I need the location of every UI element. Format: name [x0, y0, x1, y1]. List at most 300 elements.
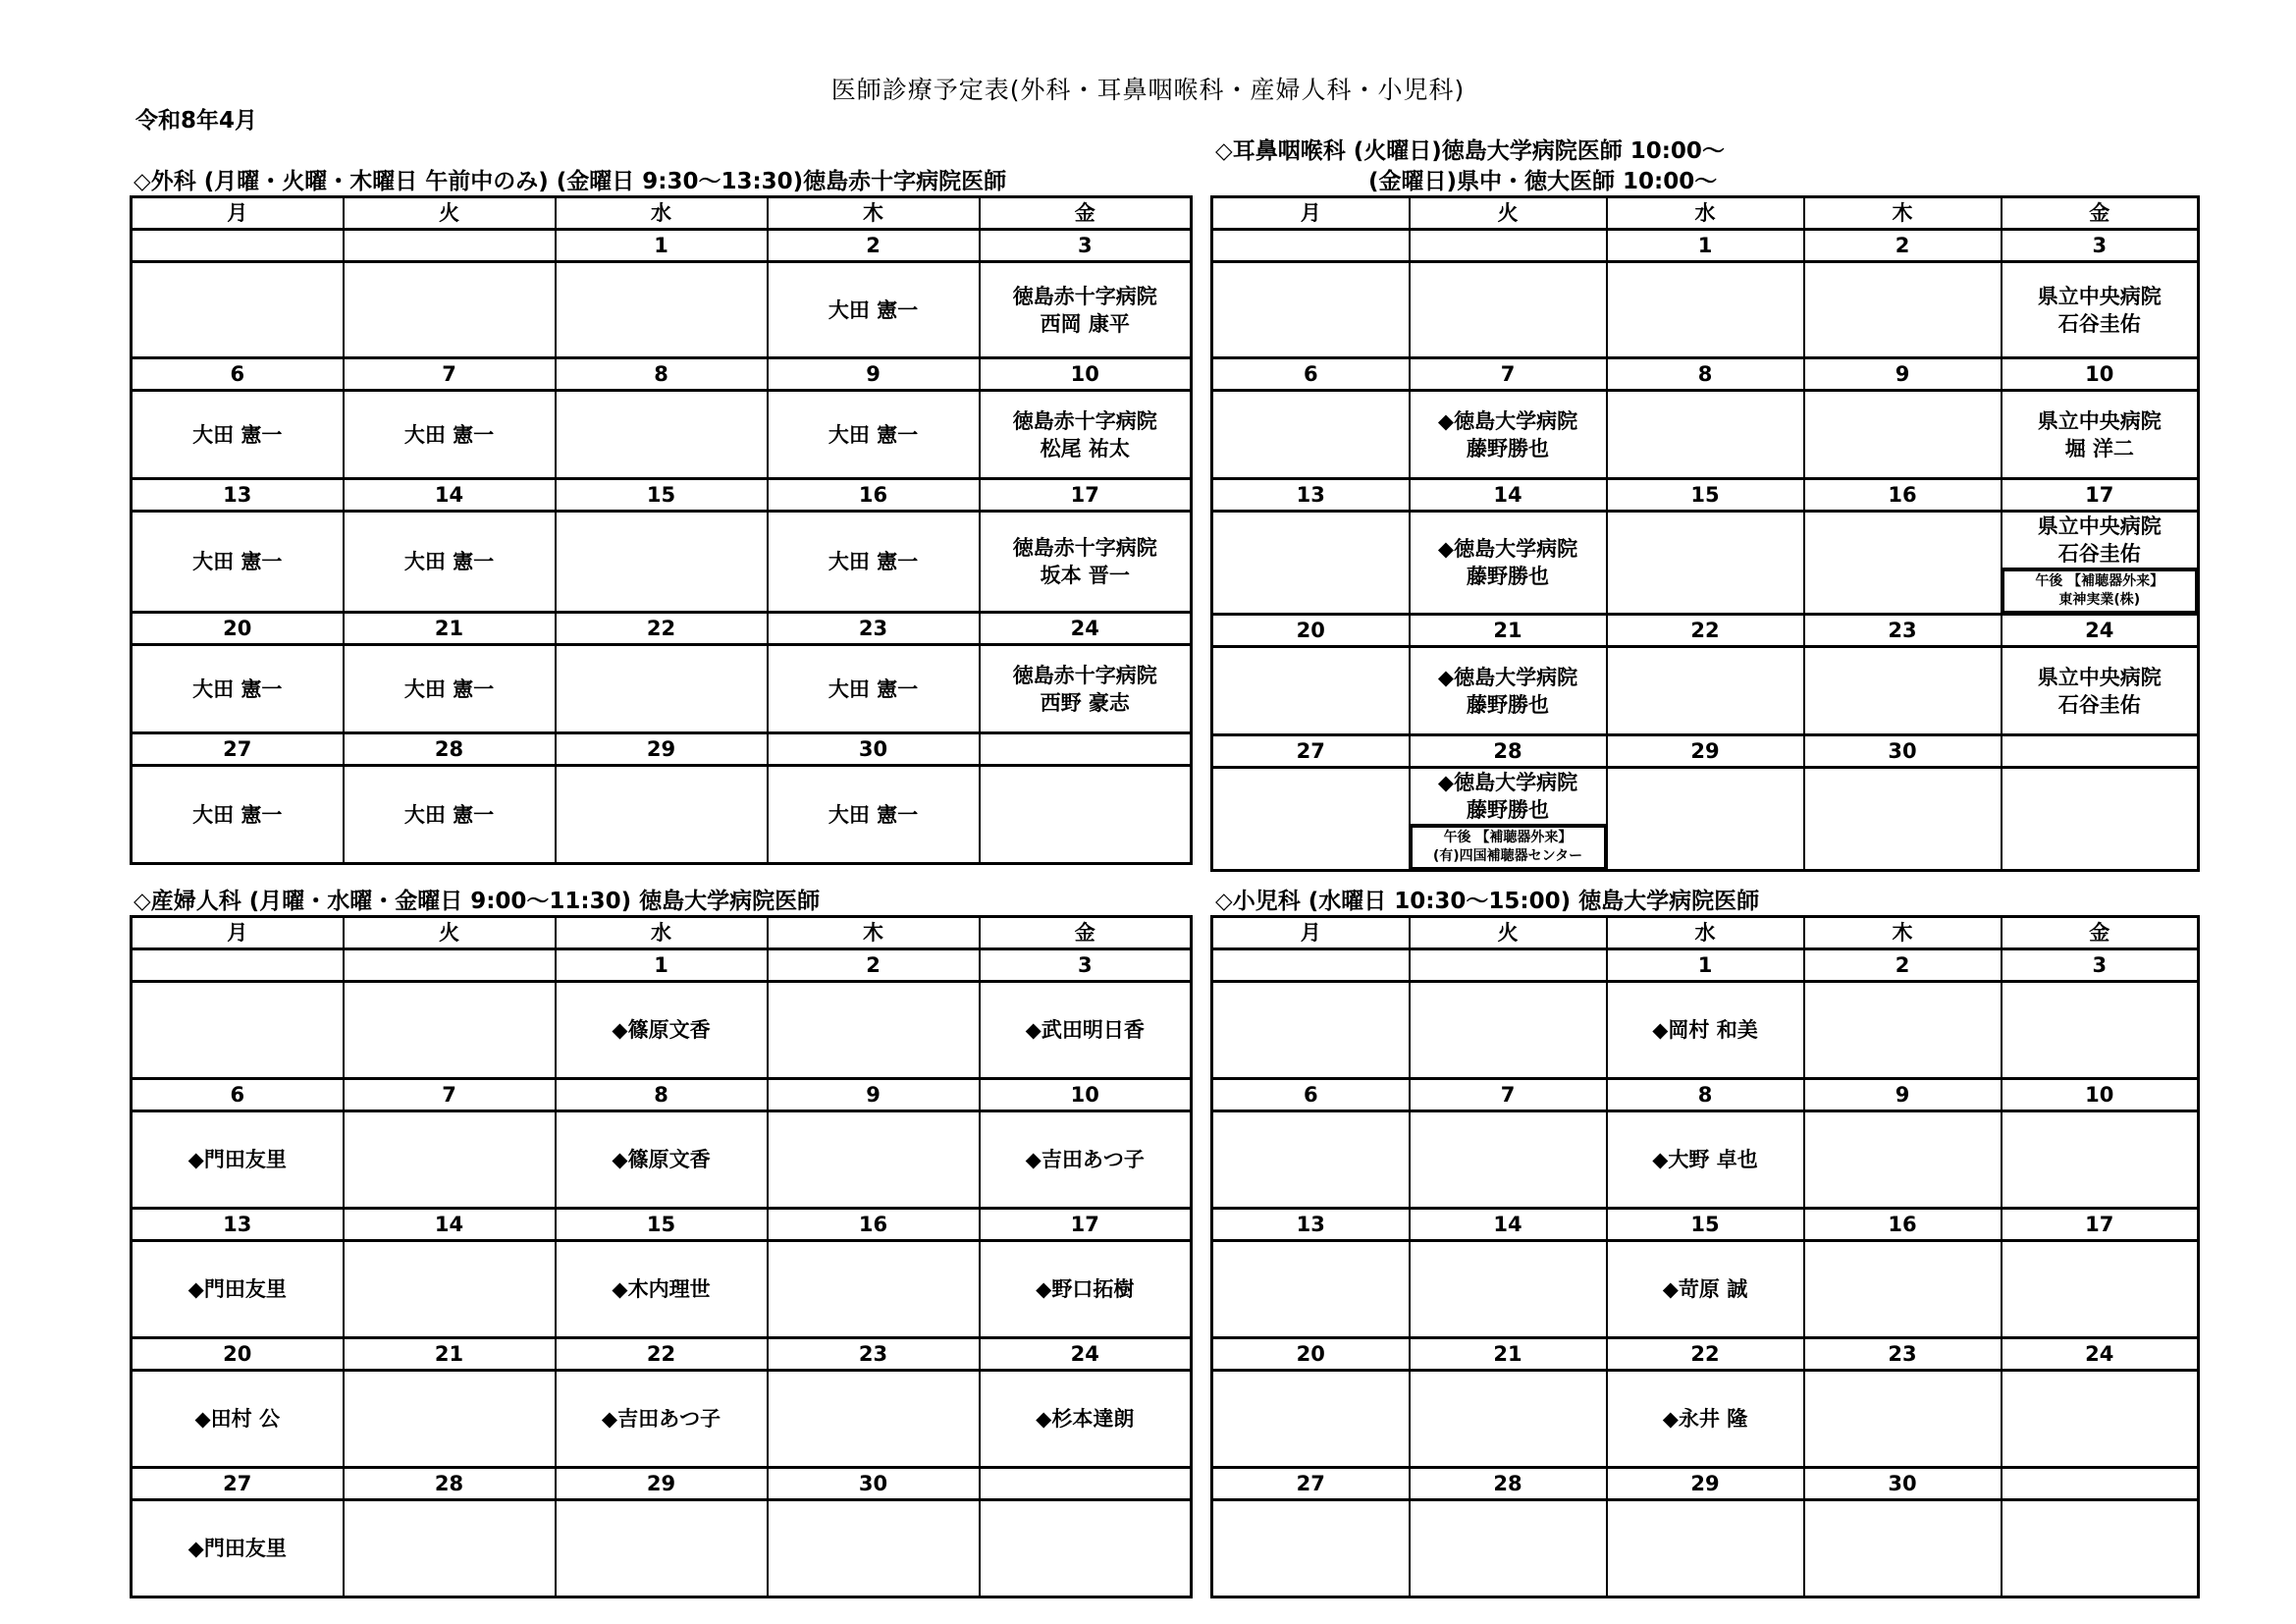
cell-content: [1608, 1372, 1803, 1466]
schedule-cell: [980, 1500, 1192, 1597]
schedule-cell: [344, 645, 556, 733]
schedule-cell: [1804, 1241, 2002, 1338]
schedule-cell: [556, 766, 768, 864]
cell-content: [1608, 648, 1803, 733]
doctor-name: 石谷圭佑: [2057, 542, 2141, 566]
date-cell: 28: [1410, 735, 1607, 768]
schedule-cell: [1804, 982, 2002, 1079]
cell-content: [981, 1112, 1191, 1207]
date-cell: 6: [1212, 1079, 1410, 1111]
cell-content: [557, 646, 767, 731]
surgery-schedule-table: [130, 195, 1193, 865]
cell-content: [1213, 392, 1409, 477]
schedule-cell: [556, 391, 768, 479]
cell-content: [769, 513, 979, 611]
date-row: [1212, 1468, 2199, 1500]
schedule-cell: [768, 766, 980, 864]
cell-content: [1411, 648, 1606, 733]
hospital-name: ◆徳島大学病院: [1437, 537, 1578, 561]
date-cell: 16: [1804, 479, 2002, 512]
date-cell: 23: [768, 1338, 980, 1371]
date-cell: 1: [556, 949, 768, 982]
date-row: [1212, 358, 2199, 391]
date-cell: 23: [768, 613, 980, 645]
schedule-cell: [1804, 391, 2002, 479]
doctor-name: ◆門田友里: [187, 1148, 287, 1171]
hearing-aid-clinic-note: [2001, 568, 2200, 615]
schedule-cell: [1212, 512, 1410, 615]
schedule-cell: [1607, 1111, 1804, 1209]
schedule-cell: [1804, 1371, 2002, 1468]
schedule-cell: [1804, 1500, 2002, 1597]
cell-content: [1213, 983, 1409, 1077]
doctor-name: 堀 洋二: [2064, 436, 2134, 460]
date-cell: 27: [132, 1468, 344, 1500]
date-cell: 15: [1607, 1209, 1804, 1241]
date-cell: 8: [556, 358, 768, 391]
date-cell: 3: [980, 949, 1192, 982]
date-cell: 9: [1804, 1079, 2002, 1111]
doctor-name: 大田 憲一: [828, 298, 919, 322]
date-cell: 13: [132, 1209, 344, 1241]
doctor-name: ◆杉本達朗: [1036, 1407, 1135, 1431]
date-row: [1212, 1338, 2199, 1371]
schedule-cell: [980, 645, 1192, 733]
cell-content: [345, 1112, 555, 1207]
date-cell: 27: [1212, 735, 1410, 768]
schedule-cell: [1607, 262, 1804, 358]
schedule-cell: [1212, 262, 1410, 358]
cell-content: [345, 513, 555, 611]
date-cell: 6: [1212, 358, 1410, 391]
cell-content: [2002, 1112, 2198, 1207]
cell-content: [133, 263, 343, 356]
hospital-name: ◆徳島大学病院: [1437, 771, 1578, 794]
cell-content: [345, 1242, 555, 1336]
doctor-name: 大田 憲一: [403, 422, 495, 447]
date-cell: 28: [344, 733, 556, 766]
cell-content: [345, 392, 555, 477]
schedule-cell: [556, 512, 768, 613]
hospital-name: 徳島赤十字病院: [1012, 408, 1157, 433]
cell-content: [1411, 1372, 1606, 1466]
cell-content: [1213, 648, 1409, 733]
cell-content: [557, 513, 767, 611]
date-cell: 30: [768, 733, 980, 766]
date-cell: 9: [768, 1079, 980, 1111]
date-row: [1212, 615, 2199, 647]
hospital-name: 県立中央病院: [2037, 284, 2162, 308]
cell-content: [1805, 513, 2001, 613]
schedule-cell: [1410, 1371, 1607, 1468]
cell-content: [981, 767, 1191, 862]
cell-content: [1608, 1112, 1803, 1207]
doctor-name: 大田 憲一: [192, 550, 283, 573]
cell-content: [1805, 392, 2001, 477]
schedule-cell: [132, 766, 344, 864]
schedule-cell: [1410, 1111, 1607, 1209]
schedule-cell: [556, 645, 768, 733]
doctor-name: 大田 憲一: [192, 802, 283, 827]
schedule-cell: [132, 262, 344, 358]
schedule-cell: [1410, 647, 1607, 735]
schedule-cell: [1607, 391, 1804, 479]
date-cell: 3: [2002, 230, 2199, 262]
doctor-name: 石谷圭佑: [2057, 311, 2141, 336]
date-cell: 6: [132, 358, 344, 391]
cell-content: [2002, 392, 2198, 477]
date-cell: 29: [1607, 735, 1804, 768]
weekday-header: 水: [556, 917, 768, 949]
cell-content: [769, 1372, 979, 1466]
schedule-cell: [132, 1111, 344, 1209]
date-cell: 20: [1212, 1338, 1410, 1371]
cell-content: [2002, 983, 2198, 1077]
date-cell: 3: [2002, 949, 2199, 982]
schedule-cell: [768, 1111, 980, 1209]
cell-content: [133, 1372, 343, 1466]
doctor-name: 藤野勝也: [1467, 565, 1549, 588]
date-cell: 30: [1804, 735, 2002, 768]
schedule-cell: [2002, 1241, 2199, 1338]
schedule-cell: [2002, 982, 2199, 1079]
date-cell: 23: [1804, 1338, 2002, 1371]
date-cell: 2: [1804, 230, 2002, 262]
schedule-cell: [1410, 982, 1607, 1079]
cell-content: [1411, 392, 1606, 477]
date-cell: [2002, 735, 2199, 768]
cell-content: [133, 1501, 343, 1596]
date-cell: 14: [1410, 479, 1607, 512]
date-cell: 15: [556, 1209, 768, 1241]
date-cell: 28: [344, 1468, 556, 1500]
date-row: [132, 358, 1192, 391]
schedule-cell: [344, 766, 556, 864]
cell-content: [981, 1242, 1191, 1336]
cell-content: [345, 983, 555, 1077]
doctor-name: ◆野口拓樹: [1036, 1277, 1135, 1301]
schedule-row: [132, 512, 1192, 613]
note-provider: (有)四国補聴器センター: [1432, 848, 1583, 864]
schedule-row: [132, 982, 1192, 1079]
schedule-cell: [1804, 262, 2002, 358]
schedule-cell: [1410, 1500, 1607, 1597]
cell-content: [133, 392, 343, 477]
schedule-cell: [556, 982, 768, 1079]
cell-content: [981, 513, 1191, 611]
weekday-header-row: [1212, 197, 2199, 230]
date-row: [1212, 230, 2199, 262]
schedule-cell: [344, 391, 556, 479]
weekday-header: 水: [556, 197, 768, 230]
schedule-cell: [132, 512, 344, 613]
date-cell: [2002, 1468, 2199, 1500]
schedule-cell: [344, 1241, 556, 1338]
schedule-row: [1212, 1111, 2199, 1209]
date-cell: 8: [1607, 1079, 1804, 1111]
ent-heading-line1: ◇耳鼻咽喉科 (火曜日)徳島大学病院医師 10:00～: [1215, 138, 1725, 164]
schedule-cell: [1410, 1241, 1607, 1338]
date-cell: 21: [344, 613, 556, 645]
schedule-cell: [1607, 1241, 1804, 1338]
date-cell: 29: [1607, 1468, 1804, 1500]
cell-content: [981, 1372, 1191, 1466]
pediatrics-heading: ◇小児科 (水曜日 10:30～15:00) 徳島大学病院医師: [1215, 889, 1760, 914]
weekday-header-row: [132, 917, 1192, 949]
date-cell: 13: [132, 479, 344, 512]
schedule-cell: [1607, 1371, 1804, 1468]
date-cell: 15: [556, 479, 768, 512]
date-cell: 17: [980, 1209, 1192, 1241]
doctor-name: ◆門田友里: [187, 1277, 287, 1301]
schedule-cell: [556, 1371, 768, 1468]
date-cell: 22: [1607, 615, 1804, 647]
weekday-header: 木: [768, 917, 980, 949]
cell-content: [2002, 263, 2198, 356]
date-cell: 22: [556, 1338, 768, 1371]
cell-content: [1608, 513, 1803, 613]
date-cell: 28: [1410, 1468, 1607, 1500]
note-title: 午後 【補聴器外来】: [2035, 573, 2164, 589]
date-row: [132, 479, 1192, 512]
date-cell: [1212, 230, 1410, 262]
cell-content: [981, 392, 1191, 477]
schedule-cell: [132, 982, 344, 1079]
cell-content: [1411, 263, 1606, 356]
obgyn-schedule-table: [130, 915, 1193, 1598]
hospital-name: 徳島赤十字病院: [1012, 536, 1157, 560]
schedule-cell: [556, 1500, 768, 1597]
cell-content: [2002, 513, 2198, 613]
cell-content: [133, 1112, 343, 1207]
schedule-cell: [980, 982, 1192, 1079]
schedule-row: [1212, 391, 2199, 479]
schedule-cell: [1607, 1500, 1804, 1597]
date-cell: 24: [2002, 615, 2199, 647]
note-title: 午後 【補聴器外来】: [1443, 830, 1573, 845]
date-cell: 16: [1804, 1209, 2002, 1241]
date-row: [132, 613, 1192, 645]
date-cell: 23: [1804, 615, 2002, 647]
doctor-name: ◆木内理世: [612, 1277, 711, 1301]
date-cell: 14: [1410, 1209, 1607, 1241]
date-cell: 7: [344, 1079, 556, 1111]
date-cell: 24: [980, 613, 1192, 645]
cell-content: [557, 767, 767, 862]
date-cell: [132, 949, 344, 982]
doctor-name: 大田 憲一: [192, 422, 283, 447]
doctor-name: 西野 豪志: [1040, 690, 1130, 715]
cell-content: [345, 1501, 555, 1596]
hospital-name: ◆徳島大学病院: [1437, 408, 1578, 433]
weekday-header: 火: [344, 917, 556, 949]
cell-content: [1608, 983, 1803, 1077]
date-cell: 2: [1804, 949, 2002, 982]
schedule-cell: [1410, 768, 1607, 871]
cell-content: [133, 1242, 343, 1336]
doctor-name: 大田 憲一: [828, 802, 919, 827]
date-cell: 10: [980, 1079, 1192, 1111]
hospital-name: 県立中央病院: [2037, 665, 2162, 689]
date-cell: 16: [768, 1209, 980, 1241]
weekday-header: 金: [980, 917, 1192, 949]
date-cell: 10: [2002, 358, 2199, 391]
cell-content: [1805, 1242, 2001, 1336]
cell-content: [345, 263, 555, 356]
weekday-header-row: [1212, 917, 2199, 949]
doctor-name: 大田 憲一: [403, 550, 495, 573]
schedule-cell: [1212, 1111, 1410, 1209]
schedule-cell: [980, 1241, 1192, 1338]
cell-content: [133, 513, 343, 611]
pediatrics-schedule-table: [1210, 915, 2200, 1598]
doctor-name: ◆岡村 和美: [1652, 1018, 1758, 1042]
date-cell: 17: [980, 479, 1192, 512]
cell-content: [1411, 983, 1606, 1077]
cell-content: [1213, 1372, 1409, 1466]
date-cell: 1: [1607, 949, 1804, 982]
schedule-cell: [1410, 391, 1607, 479]
schedule-row: [132, 1371, 1192, 1468]
schedule-cell: [1212, 1241, 1410, 1338]
date-row: [132, 733, 1192, 766]
weekday-header: 木: [1804, 917, 2002, 949]
cell-content: [1608, 1242, 1803, 1336]
cell-content: [981, 646, 1191, 731]
schedule-cell: [344, 262, 556, 358]
schedule-cell: [1410, 512, 1607, 615]
date-row: [1212, 479, 2199, 512]
cell-content: [557, 263, 767, 356]
date-cell: 22: [556, 613, 768, 645]
doctor-name: 藤野勝也: [1467, 692, 1549, 717]
cell-content: [1213, 769, 1409, 869]
cell-content: [981, 263, 1191, 356]
cell-content: [1411, 1501, 1606, 1596]
doctor-name: ◆武田明日香: [1025, 1018, 1145, 1042]
cell-content: [1411, 1242, 1606, 1336]
date-cell: [1212, 949, 1410, 982]
schedule-cell: [2002, 262, 2199, 358]
schedule-cell: [768, 1371, 980, 1468]
cell-content: [133, 767, 343, 862]
cell-content: [1608, 263, 1803, 356]
schedule-cell: [344, 1111, 556, 1209]
cell-content: [981, 1501, 1191, 1596]
weekday-header: 月: [132, 197, 344, 230]
date-row: [132, 1338, 1192, 1371]
cell-content: [557, 392, 767, 477]
cell-content: [769, 263, 979, 356]
schedule-cell: [1212, 647, 1410, 735]
cell-content: [345, 646, 555, 731]
schedule-cell: [132, 391, 344, 479]
cell-content: [1805, 983, 2001, 1077]
doctor-name: 石谷圭佑: [2057, 692, 2141, 717]
weekday-header: 火: [344, 197, 556, 230]
schedule-row: [1212, 262, 2199, 358]
hospital-name: 県立中央病院: [2037, 408, 2162, 433]
date-cell: 3: [980, 230, 1192, 262]
date-row: [132, 1079, 1192, 1111]
cell-content: [1805, 1501, 2001, 1596]
schedule-row: [1212, 768, 2199, 871]
date-cell: 15: [1607, 479, 1804, 512]
schedule-cell: [1212, 1500, 1410, 1597]
cell-content: [769, 646, 979, 731]
date-cell: 1: [556, 230, 768, 262]
hearing-aid-clinic-note: [1409, 824, 1608, 871]
cell-content: [1213, 513, 1409, 613]
ent-heading-line2: (金曜日)県中・徳大医師 10:00～: [1368, 169, 1718, 194]
date-cell: 8: [556, 1079, 768, 1111]
doctor-name: 大田 憲一: [828, 422, 919, 447]
cell-content: [1805, 648, 2001, 733]
schedule-cell: [1804, 1111, 2002, 1209]
document-title: 医師診療予定表(外科・耳鼻咽喉科・産婦人科・小児科): [830, 76, 1466, 104]
cell-content: [1608, 769, 1803, 869]
weekday-header-row: [132, 197, 1192, 230]
doctor-name: ◆吉田あつ子: [601, 1407, 721, 1431]
cell-content: [557, 983, 767, 1077]
schedule-cell: [1212, 391, 1410, 479]
date-cell: 9: [768, 358, 980, 391]
date-cell: 10: [980, 358, 1192, 391]
date-row: [132, 230, 1192, 262]
cell-content: [1411, 1112, 1606, 1207]
date-cell: 7: [344, 358, 556, 391]
cell-content: [2002, 1501, 2198, 1596]
schedule-cell: [768, 1241, 980, 1338]
date-cell: [980, 733, 1192, 766]
schedule-cell: [768, 1500, 980, 1597]
schedule-row: [1212, 512, 2199, 615]
cell-content: [133, 983, 343, 1077]
schedule-cell: [980, 1111, 1192, 1209]
weekday-header: 火: [1410, 197, 1607, 230]
date-cell: 24: [980, 1338, 1192, 1371]
cell-content: [345, 1372, 555, 1466]
schedule-cell: [2002, 768, 2199, 871]
surgery-heading: ◇外科 (月曜・火曜・木曜日 午前中のみ) (金曜日 9:30～13:30)徳島赤十字病院医師: [133, 169, 1007, 194]
schedule-cell: [132, 1241, 344, 1338]
schedule-cell: [2002, 1500, 2199, 1597]
date-cell: 30: [1804, 1468, 2002, 1500]
schedule-cell: [980, 766, 1192, 864]
schedule-cell: [344, 982, 556, 1079]
cell-content: [2002, 1372, 2198, 1466]
date-cell: 29: [556, 1468, 768, 1500]
doctor-name: 大田 憲一: [403, 677, 495, 701]
cell-content: [1411, 769, 1606, 869]
date-cell: 27: [132, 733, 344, 766]
schedule-cell: [1212, 982, 1410, 1079]
date-cell: 2: [768, 230, 980, 262]
doctor-name: ◆篠原文香: [612, 1018, 711, 1042]
doctor-name: 藤野勝也: [1467, 436, 1549, 460]
doctor-name: ◆大野 卓也: [1652, 1148, 1758, 1171]
date-cell: 1: [1607, 230, 1804, 262]
schedule-cell: [344, 1371, 556, 1468]
date-cell: [1410, 949, 1607, 982]
schedule-cell: [980, 262, 1192, 358]
cell-content: [557, 1242, 767, 1336]
doctor-name: ◆苛原 誠: [1662, 1277, 1748, 1301]
date-cell: 2: [768, 949, 980, 982]
cell-content: [769, 1112, 979, 1207]
cell-content: [557, 1112, 767, 1207]
schedule-cell: [1804, 768, 2002, 871]
